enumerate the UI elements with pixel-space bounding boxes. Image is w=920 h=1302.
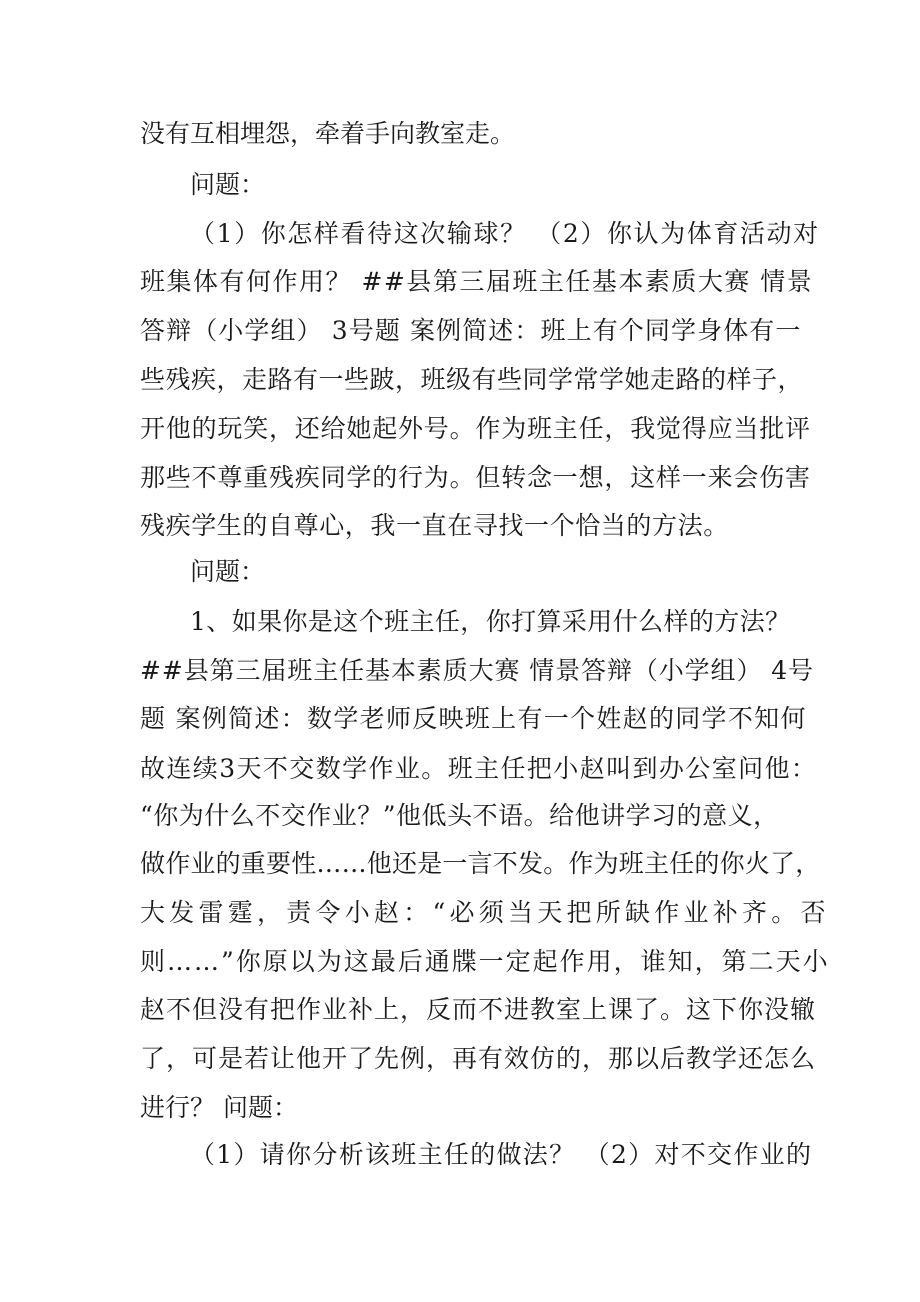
text-line-16: 做作业的重要性……他还是一言不发。作为班主任的你火了，	[140, 849, 821, 878]
text-line-2: 问题：	[190, 170, 266, 199]
text-line-22: （1）请你分析该班主任的做法？ （2）对不交作业的	[190, 1140, 813, 1169]
text-line-3: （1）你怎样看待这次输球？ （2）你认为体育活动对	[190, 219, 820, 248]
text-line-11: 1、如果你是这个班主任，你打算采用什么样的方法？	[190, 607, 791, 636]
text-line-5: 答辩（小学组） 3号题 案例简述：班上有个同学身体有一	[140, 316, 802, 345]
text-line-14: 故连续3天不交数学作业。班主任把小赵叫到办公室问他：	[140, 754, 818, 783]
text-line-13: 题 案例简述：数学老师反映班上有一个姓赵的同学不知何	[140, 704, 807, 733]
text-line-10: 问题：	[190, 557, 266, 586]
text-line-21: 进行？ 问题：	[140, 1093, 298, 1122]
text-line-20: 了，可是若让他开了先例，再有效仿的，那以后教学还怎么	[140, 1044, 817, 1073]
text-line-1: 没有互相埋怨，牵着手向教室走。	[140, 119, 516, 148]
text-line-8: 那些不尊重残疾同学的行为。但转念一想，这样一来会伤害	[140, 463, 811, 492]
text-line-12: ##县第三届班主任基本素质大赛 情景答辩（小学组） 4号	[140, 656, 814, 685]
text-line-17: 大发雷霆，责令小赵：“必须当天把所缺作业补齐。否	[140, 898, 830, 927]
text-line-7: 开他的玩笑，还给她起外号。作为班主任，我觉得应当批评	[140, 414, 811, 443]
text-line-6: 些残疾，走路有一些跛，班级有些同学常学她走路的样子，	[140, 365, 804, 394]
text-line-15: “你为什么不交作业？”他低头不语。给他讲学习的意义，	[140, 801, 779, 830]
text-line-4: 班集体有何作用？ ##县第三届班主任基本素质大赛 情景	[140, 267, 814, 296]
text-line-18: 则……”你原以为这最后通牒一定起作用，谁知，第二天小	[140, 947, 830, 976]
text-line-19: 赵不但没有把作业补上，反而不进教室上课了。这下你没辙	[140, 995, 817, 1024]
text-line-9: 残疾学生的自尊心，我一直在寻找一个恰当的方法。	[140, 511, 729, 540]
